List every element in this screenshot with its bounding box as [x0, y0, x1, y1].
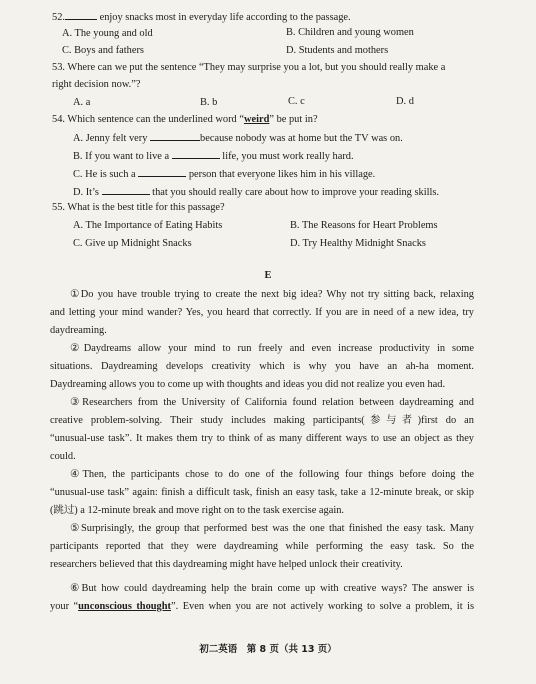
- passage-p2-line3: Daydreaming allows you to come up with thoughts and ideas you did not realize you even had.: [50, 379, 446, 390]
- q52-number: 52.: [52, 12, 65, 23]
- passage-p4-line1: ④Then, the participants chose to do one of the following four things before doing the: [70, 469, 474, 480]
- q52-text: enjoy snacks most in everyday life according to the passage.: [97, 12, 351, 23]
- passage-p2-line1: ②Daydreams allow your mind to run freely and even increase productivity in some: [70, 343, 474, 354]
- q55-option-d: D. Try Healthy Midnight Snacks: [290, 238, 426, 249]
- passage-p1-line3: daydreaming.: [50, 325, 107, 336]
- q54-d-blank: [102, 184, 150, 195]
- passage-p5-line3: researchers believed that this daydreaming might have helped unlock their creativity.: [50, 559, 403, 570]
- passage-p5-line1: ⑤Surprisingly, the group that performed best was the one that finished the easy task. Many: [70, 523, 474, 534]
- passage-p3-line2: creative problem-solving. Their study includes making participants(参与者)first do an: [50, 415, 474, 426]
- q54-option-c: C. He is such a person that everyone likes him in his village.: [73, 166, 375, 182]
- q55-option-c: C. Give up Midnight Snacks: [73, 238, 192, 249]
- passage-p1-line1: ①Do you have trouble trying to create the next big idea? Why not try sitting back, relaxing: [70, 289, 474, 300]
- passage-p4-line3: (跳过) a 12-minute break and move right on to the task exercise again.: [50, 505, 345, 516]
- q52-option-d: D. Students and mothers: [286, 45, 389, 56]
- q54-option-a: A. Jenny felt very because nobody was at home but the TV was on.: [73, 130, 403, 146]
- q54-a-blank: [150, 130, 200, 141]
- q53-option-b: B. b: [200, 97, 218, 108]
- q53-option-c: C. c: [288, 96, 305, 107]
- q52-option-a: A. The young and old: [62, 28, 153, 39]
- q54-option-d: D. It’s that you should really care about how to improve your reading skills.: [73, 184, 439, 200]
- q54-c-blank: [138, 166, 186, 177]
- passage-p3-line4: could.: [50, 451, 76, 462]
- q53-stem-line1: 53. Where can we put the sentence “They may surprise you a lot, but you should really make a: [52, 62, 446, 73]
- q52-option-b: B. Children and young women: [286, 27, 414, 38]
- passage-p1-line2: and letting your mind wander? Yes, you heard that correctly. If you are in need of a new idea, try: [50, 307, 474, 318]
- q54-b-blank: [172, 148, 220, 159]
- q52-option-c: C. Boys and fathers: [62, 45, 144, 56]
- q52-stem: [52, 9, 351, 25]
- passage-p3-line3: “unusual-use task”. It makes them try to think of as many different ways to use an object as they: [50, 433, 474, 444]
- q55-option-a: A. The Importance of Eating Habits: [73, 220, 223, 231]
- section-heading: E: [264, 270, 272, 281]
- q53-option-a: A. a: [73, 97, 91, 108]
- q54-stem: 54. Which sentence can the underlined word “weird” be put in?: [52, 114, 318, 125]
- passage-p5-line2: participants reported that they were daydreaming while performing the easy task. So the: [50, 541, 474, 552]
- q53-option-d: D. d: [396, 96, 414, 107]
- passage-p2-line2: situations. Daydreaming develops creativity which is why you have an ah-ha moment.: [50, 361, 474, 372]
- passage-p3-line1: ③Researchers from the University of California found relation between daydreaming and: [70, 397, 474, 408]
- q52-blank: [65, 9, 97, 20]
- q53-stem-line2: right decision now.”?: [52, 79, 141, 90]
- q55-stem: 55. What is the best title for this passage?: [52, 202, 225, 213]
- underlined-phrase-unconscious-thought: unconscious thought: [78, 601, 171, 612]
- passage-p6-line1: ⑥But how could daydreaming help the brain come up with creative ways? The answer is: [70, 583, 474, 594]
- q54-option-b: B. If you want to live a life, you must work really hard.: [73, 148, 354, 164]
- passage-p6-line2: your “unconscious thought”. Even when you are not actively working to solve a problem, it is: [50, 601, 474, 612]
- underlined-word-weird: weird: [243, 114, 270, 125]
- q55-option-b: B. The Reasons for Heart Problems: [290, 220, 438, 231]
- passage-p4-line2: “unusual-use task” again: finish a difficult task, finish an easy task, take a 12-minute break, or skip: [50, 487, 474, 498]
- page-footer: 初二英语 第 8 页（共 13 页）: [199, 644, 337, 655]
